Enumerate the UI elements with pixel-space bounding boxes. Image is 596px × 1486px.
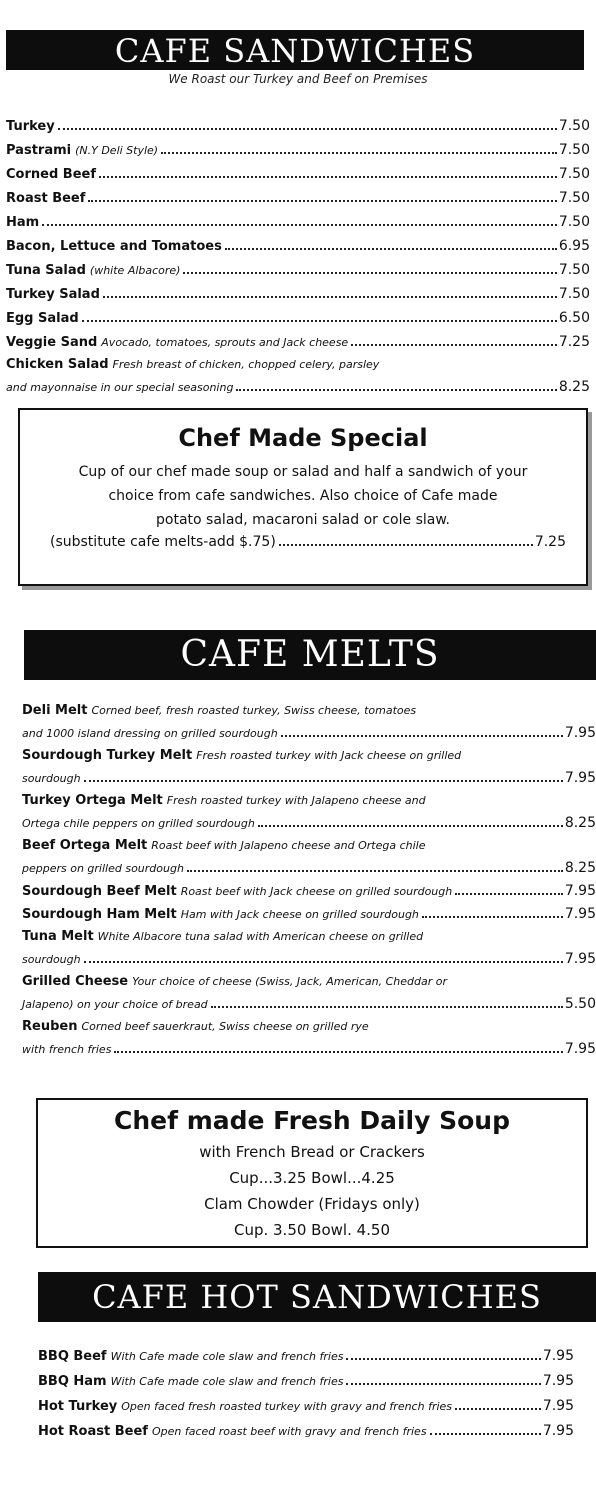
menu-item (38, 1419, 574, 1444)
chef-special-box (18, 408, 588, 586)
sandwiches-banner (6, 30, 584, 70)
item-desc: (white Albacore) (89, 264, 181, 277)
item-desc: Fresh breast of chicken, chopped celery, parsley (112, 358, 380, 371)
item-name: Grilled Cheese (22, 974, 129, 989)
chef-special-line: choice from cafe sandwiches. Also choice of Cafe made (108, 488, 498, 504)
leader-dots (225, 248, 557, 250)
menu-item (6, 162, 590, 186)
hot-sandwiches-list (38, 1344, 574, 1444)
soup-title: Chef made Fresh Daily Soup (114, 1106, 510, 1135)
item-name: Turkey Ortega Melt (22, 793, 163, 808)
soup-box (36, 1098, 588, 1248)
leader-dots (236, 389, 556, 391)
item-price: 7.50 (558, 214, 590, 230)
item-desc: White Albacore tuna salad with American cheese on grilled (97, 930, 424, 943)
leader-dots (88, 200, 556, 202)
item-price: 7.25 (558, 334, 590, 350)
sandwiches-list (6, 114, 590, 399)
item-desc: Ham with Jack cheese on grilled sourdough (180, 908, 419, 921)
menu-item (22, 926, 596, 971)
menu-item (22, 700, 596, 745)
menu-item (6, 186, 590, 210)
item-price: 7.95 (564, 770, 596, 786)
sandwiches-subtitle: We Roast our Turkey and Beef on Premises (168, 72, 428, 86)
item-desc: Open faced roast beef with gravy and french fries (151, 1425, 427, 1438)
melts-banner (24, 630, 596, 680)
item-price: 5.50 (564, 996, 596, 1012)
item-price: 7.95 (542, 1373, 574, 1389)
item-price: 7.95 (564, 725, 596, 741)
item-price: 6.95 (558, 238, 590, 254)
leader-dots (84, 961, 563, 963)
menu-item (6, 330, 590, 354)
menu-item (22, 745, 596, 790)
item-name: Turkey (6, 119, 55, 134)
item-price: 6.50 (558, 310, 590, 326)
leader-dots (422, 916, 563, 918)
item-desc: Avocado, tomatoes, sprouts and Jack cheese (101, 336, 349, 349)
soup-line: Clam Chowder (Fridays only) (204, 1195, 420, 1213)
chef-special-line: Cup of our chef made soup or salad and half a sandwich of your (78, 464, 528, 480)
chef-special-price: 7.25 (534, 534, 566, 550)
melts-title: CAFE MELTS (180, 634, 440, 675)
leader-dots (161, 152, 557, 154)
item-desc: Fresh roasted turkey with Jack cheese on grilled (196, 749, 462, 762)
item-price: 8.25 (564, 815, 596, 831)
item-desc-cont: sourdough (22, 953, 81, 966)
item-name: Corned Beef (6, 167, 96, 182)
item-name: Sourdough Turkey Melt (22, 748, 193, 763)
leader-dots (455, 1408, 541, 1410)
leader-dots (82, 320, 557, 322)
item-desc-cont: Jalapeno) on your choice of bread (22, 998, 208, 1011)
item-desc: Corned beef, fresh roasted turkey, Swiss cheese, tomatoes (91, 704, 417, 717)
menu-item (22, 971, 596, 1016)
item-name: Sourdough Beef Melt (22, 884, 177, 899)
item-name: Beef Ortega Melt (22, 838, 148, 853)
item-name: Hot Roast Beef (38, 1424, 148, 1439)
item-desc: Corned beef sauerkraut, Swiss cheese on grilled rye (81, 1020, 369, 1033)
item-desc: Roast beef with Jack cheese on grilled sourdough (180, 885, 453, 898)
item-desc-cont: Ortega chile peppers on grilled sourdough (22, 817, 255, 830)
item-price: 7.50 (558, 118, 590, 134)
menu-item (6, 234, 590, 258)
item-name: Reuben (22, 1019, 78, 1034)
leader-dots (211, 1006, 563, 1008)
leader-dots (346, 1358, 540, 1360)
item-desc: Roast beef with Jalapeno cheese and Ortega chile (151, 839, 426, 852)
chef-special-line: potato salad, macaroni salad or cole slaw. (156, 512, 450, 528)
leader-dots (430, 1433, 541, 1435)
menu-item (38, 1394, 574, 1419)
item-desc: Your choice of cheese (Swiss, Jack, American, Cheddar or (132, 975, 448, 988)
menu-item (6, 114, 590, 138)
chef-special-price-row (50, 534, 566, 550)
item-name: Egg Salad (6, 311, 79, 326)
item-name: BBQ Beef (38, 1349, 107, 1364)
item-desc-cont: sourdough (22, 772, 81, 785)
item-desc-cont: with french fries (22, 1043, 112, 1056)
item-name: Veggie Sand (6, 335, 98, 350)
leader-dots (455, 893, 563, 895)
item-price: 7.95 (542, 1348, 574, 1364)
menu-item (22, 903, 596, 926)
hot-sandwiches-banner (38, 1272, 596, 1322)
menu-item (22, 790, 596, 835)
hot-sandwiches-title: CAFE HOT SANDWICHES (92, 1278, 542, 1316)
item-price: 7.95 (542, 1398, 574, 1414)
item-price: 7.50 (558, 166, 590, 182)
leader-dots (346, 1383, 540, 1385)
item-name: Deli Melt (22, 703, 88, 718)
menu-item (38, 1344, 574, 1369)
leader-dots (258, 825, 563, 827)
leader-dots (183, 272, 556, 274)
item-price: 7.95 (564, 1041, 596, 1057)
chef-special-title: Chef Made Special (178, 424, 428, 452)
soup-prices: Cup...3.25 Bowl...4.25 (229, 1169, 395, 1187)
leader-dots (279, 544, 533, 546)
item-price: 7.95 (564, 951, 596, 967)
leader-dots (281, 735, 563, 737)
item-desc-cont: and mayonnaise in our special seasoning (6, 381, 234, 394)
menu-item (6, 210, 590, 234)
menu-item (22, 835, 596, 880)
leader-dots (114, 1051, 562, 1053)
item-desc-cont: peppers on grilled sourdough (22, 862, 184, 875)
menu-item (6, 258, 590, 282)
item-price: 7.50 (558, 190, 590, 206)
item-price: 7.95 (542, 1423, 574, 1439)
item-price: 8.25 (558, 379, 590, 395)
menu-item (38, 1369, 574, 1394)
item-price: 7.95 (564, 883, 596, 899)
item-name: Turkey Salad (6, 287, 100, 302)
menu-item (6, 282, 590, 306)
item-name: BBQ Ham (38, 1374, 107, 1389)
item-desc: With Cafe made cole slaw and french fries (110, 1375, 344, 1388)
soup-line: with French Bread or Crackers (199, 1143, 425, 1161)
item-name: Hot Turkey (38, 1399, 118, 1414)
item-name: Chicken Salad (6, 357, 109, 372)
item-name: Tuna Salad (6, 263, 86, 278)
item-name: Bacon, Lettuce and Tomatoes (6, 239, 222, 254)
item-name: Sourdough Ham Melt (22, 907, 177, 922)
sandwiches-title: CAFE SANDWICHES (114, 32, 476, 70)
menu-item (22, 880, 596, 903)
item-price: 8.25 (564, 860, 596, 876)
item-price: 7.50 (558, 262, 590, 278)
leader-dots (351, 344, 557, 346)
item-desc: Fresh roasted turkey with Jalapeno cheese and (166, 794, 426, 807)
menu-item (6, 138, 590, 162)
leader-dots (187, 870, 563, 872)
menu-item (6, 354, 590, 399)
item-price: 7.50 (558, 286, 590, 302)
leader-dots (42, 224, 557, 226)
item-name: Pastrami (6, 143, 72, 158)
chef-special-note: (substitute cafe melts-add $.75) (50, 534, 276, 550)
item-name: Ham (6, 215, 40, 230)
item-desc: (N.Y Deli Style) (75, 144, 159, 157)
item-price: 7.50 (558, 142, 590, 158)
item-desc: With Cafe made cole slaw and french fries (110, 1350, 344, 1363)
leader-dots (58, 128, 557, 130)
melts-list (22, 700, 596, 1061)
leader-dots (84, 780, 563, 782)
item-price: 7.95 (564, 906, 596, 922)
menu-item (6, 306, 590, 330)
menu-item (22, 1016, 596, 1061)
soup-prices: Cup. 3.50 Bowl. 4.50 (233, 1221, 391, 1239)
item-name: Tuna Melt (22, 929, 94, 944)
leader-dots (103, 296, 557, 298)
leader-dots (99, 176, 557, 178)
item-desc: Open faced fresh roasted turkey with gravy and french fries (121, 1400, 453, 1413)
item-desc-cont: and 1000 island dressing on grilled sourdough (22, 727, 278, 740)
item-name: Roast Beef (6, 191, 86, 206)
